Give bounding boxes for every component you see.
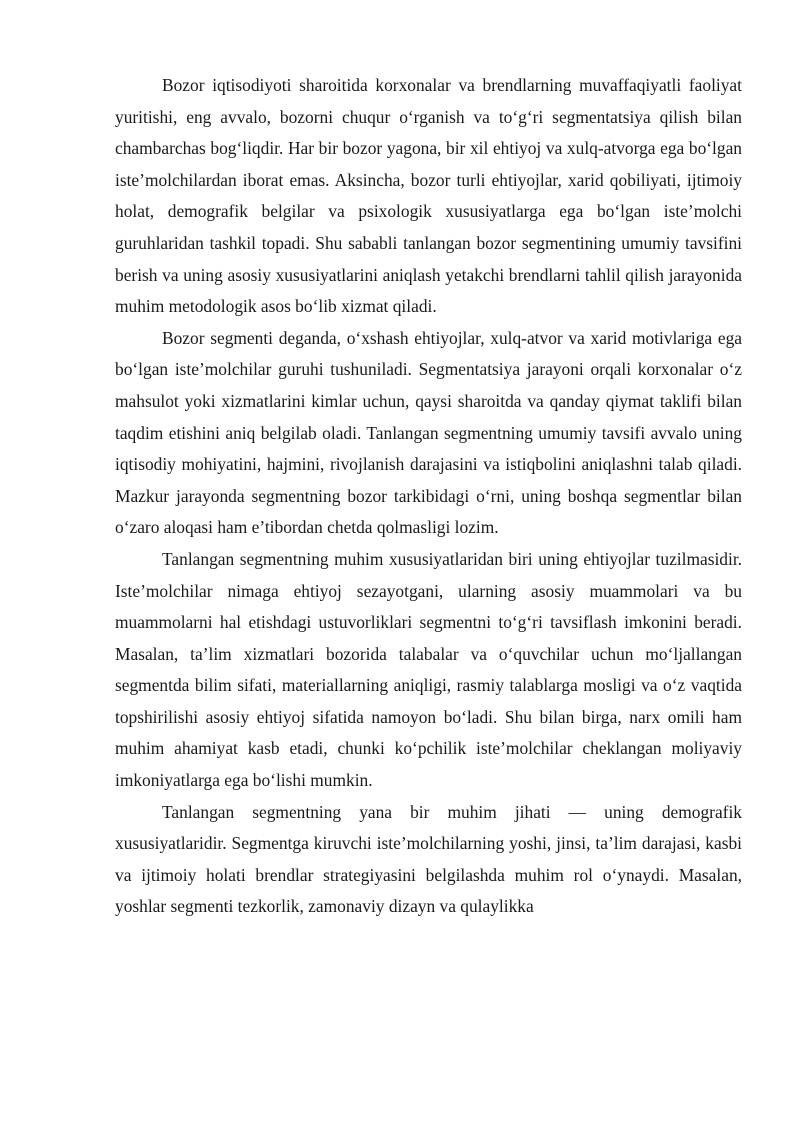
paragraph: Bozor iqtisodiyoti sharoitida korxonalar va brendlarning muvaffaqiyatli faoliyat yuritishi, eng avvalo, bozorni chuqur o‘rganish va to‘g‘ri segmentatsiya qilish bilan chambarchas bog‘liqdir. Har bir bozor yagona, bir xil ehtiyoj va xulq-atvorga ega bo‘lgan iste’molchilardan iborat emas. Aksincha, bozor turli ehtiyojlar, xarid qobiliyati, ijtimoiy holat, demografik belgilar va psixologik xususiyatlarga ega bo‘lgan iste’molchi guruhlaridan tashkil topadi. Shu sababli tanlangan bozor segmentining umumiy tavsifini berish va uning asosiy xususiyatlarini aniqlash yetakchi brendlarni tahlil qilish jarayonida muhim metodologik asos bo‘lib xizmat qiladi. bbox=[115, 75, 742, 317]
paragraph: Tanlangan segmentning yana bir muhim jihati — uning demografik xususiyatlaridir. Segmentga kiruvchi iste’molchilarning yoshi, jinsi, ta’lim darajasi, kasbi va ijtimoiy holati brendlar strategiyasini belgilashda muhim rol o‘ynaydi. Masalan, yoshlar segmenti tezkorlik, zamonaviy dizayn va qulaylikka bbox=[115, 801, 742, 917]
paragraph: Bozor segmenti deganda, o‘xshash ehtiyojlar, xulq-atvor va xarid motivlariga ega bo‘lgan iste’molchilar guruhi tushuniladi. Segmentatsiya jarayoni orqali korxonalar o‘z mahsulot yoki xizmatlarini kimlar uchun, qaysi sharoitda va qanday qiymat taklifi bilan taqdim etishini aniq belgilab oladi. Tanlangan segmentning umumiy tavsifi avvalo uning iqtisodiy mohiyatini, hajmini, rivojlanish darajasini va istiqbolini aniqlashni talab qiladi. Mazkur jarayonda segmentning bozor tarkibidagi o‘rni, uning boshqa segmentlar bilan o‘zaro aloqasi ham e’tibordan chetda qolmasligi lozim. bbox=[115, 327, 742, 538]
paragraph: Tanlangan segmentning muhim xususiyatlaridan biri uning ehtiyojlar tuzilmasidir. Iste’molchilar nimaga ehtiyoj sezayotgani, ularning asosiy muammolari va bu muammolarni hal etishdagi ustuvorliklari segmentni to‘g‘ri tavsiflash imkonini beradi. Masalan, ta’lim xizmatlari bozorida talabalar va o‘quvchilar uchun mo‘ljallangan segmentda bilim sifati, materiallarning aniqligi, rasmiy talablarga mosligi va o‘z vaqtida topshirilishi asosiy ehtiyoj sifatida namoyon bo‘ladi. Shu bilan birga, narx omili ham muhim ahamiyat kasb etadi, chunki ko‘pchilik iste’molchilar cheklangan moliyaviy imkoniyatlarga ega bo‘lishi mumkin. bbox=[115, 548, 742, 791]
document-body bbox=[115, 70, 742, 923]
